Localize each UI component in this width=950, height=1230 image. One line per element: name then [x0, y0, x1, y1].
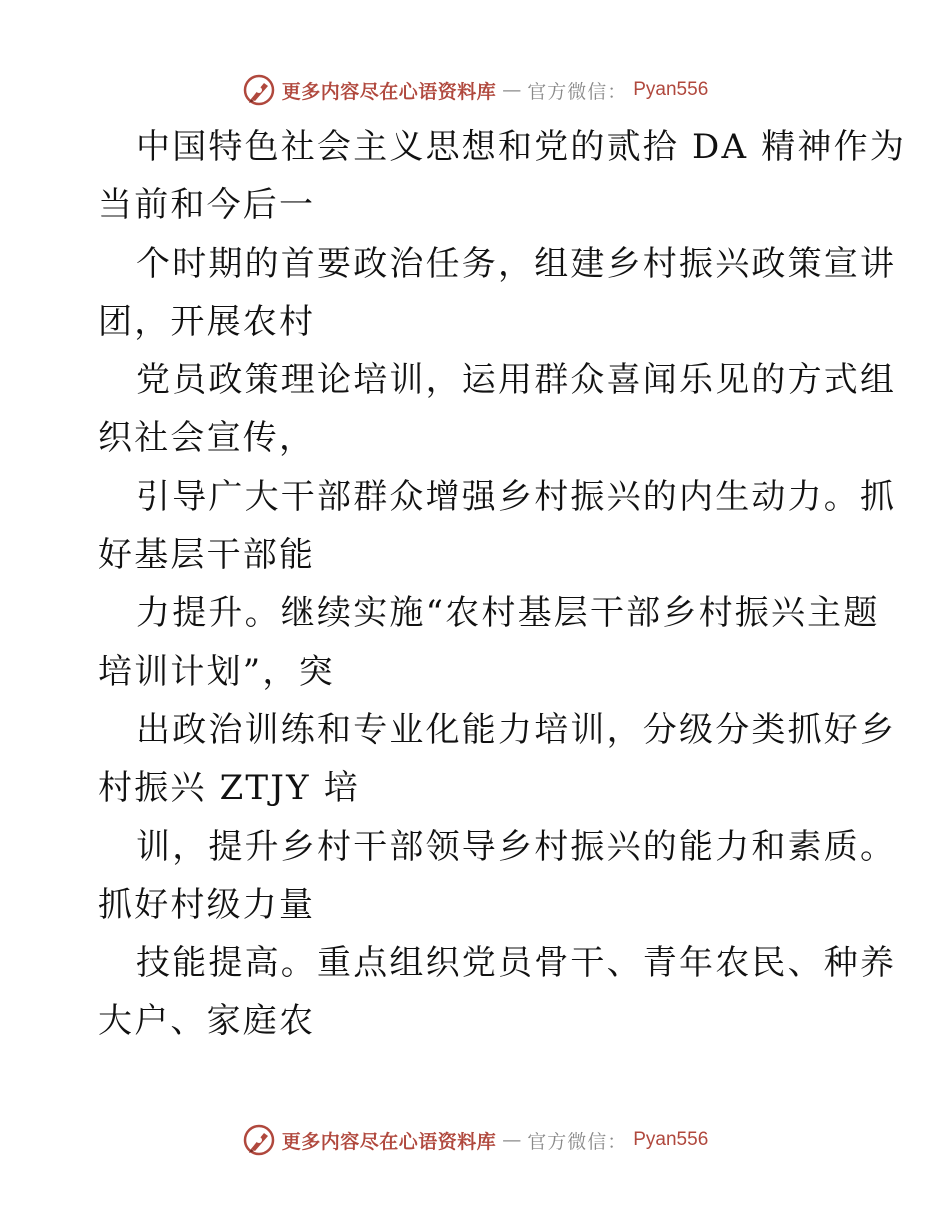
document-body	[98, 118, 907, 1051]
body-line: 党员政策理论培训，运用群众喜闻乐见的方式组	[136, 360, 897, 401]
body-line: 培训计划”，突	[98, 651, 335, 692]
body-line: 技能提高。重点组织党员骨干、青年农民、种养	[136, 943, 897, 984]
watermark-separator: —	[502, 1129, 522, 1151]
body-line: 引导广大干部群众增强乡村振兴的内生动力。抓	[136, 476, 897, 517]
body-line: 大户、家庭农	[98, 1001, 316, 1042]
body-line: 村振兴 ZTJY 培	[98, 768, 360, 809]
body-line: 好基层干部能	[98, 535, 316, 576]
body-line: 中国特色社会主义思想和党的贰拾 DA 精神作为	[136, 127, 907, 167]
body-line: 团，开展农村	[98, 301, 316, 342]
body-line: 个时期的首要政治任务，组建乡村振兴政策宣讲	[136, 243, 897, 284]
watermark-site-text: 更多内容尽在心语资料库	[281, 1130, 497, 1153]
watermark-contact-label: 官方微信：	[527, 1130, 628, 1153]
watermark-contact-id: Pyan556	[633, 1129, 709, 1150]
body-line: 力提升。继续实施“农村基层干部乡村振兴主题	[136, 593, 880, 634]
body-line: 出政治训练和专业化能力培训，分级分类抓好乡	[136, 709, 897, 750]
pen-logo-icon	[242, 73, 276, 107]
watermark-contact-id: Pyan556	[633, 79, 709, 100]
body-line: 织社会宣传，	[98, 418, 316, 459]
body-line: 训，提升乡村干部领导乡村振兴的能力和素质。	[136, 826, 897, 867]
watermark-site-text: 更多内容尽在心语资料库	[281, 80, 497, 103]
watermark-contact-label: 官方微信：	[527, 80, 628, 103]
header-watermark	[0, 70, 950, 110]
pen-logo-icon	[242, 1123, 276, 1157]
body-line: 抓好村级力量	[98, 884, 316, 925]
body-line: 当前和今后一	[98, 185, 316, 226]
watermark-separator: —	[502, 79, 522, 101]
footer-watermark	[0, 1120, 950, 1160]
